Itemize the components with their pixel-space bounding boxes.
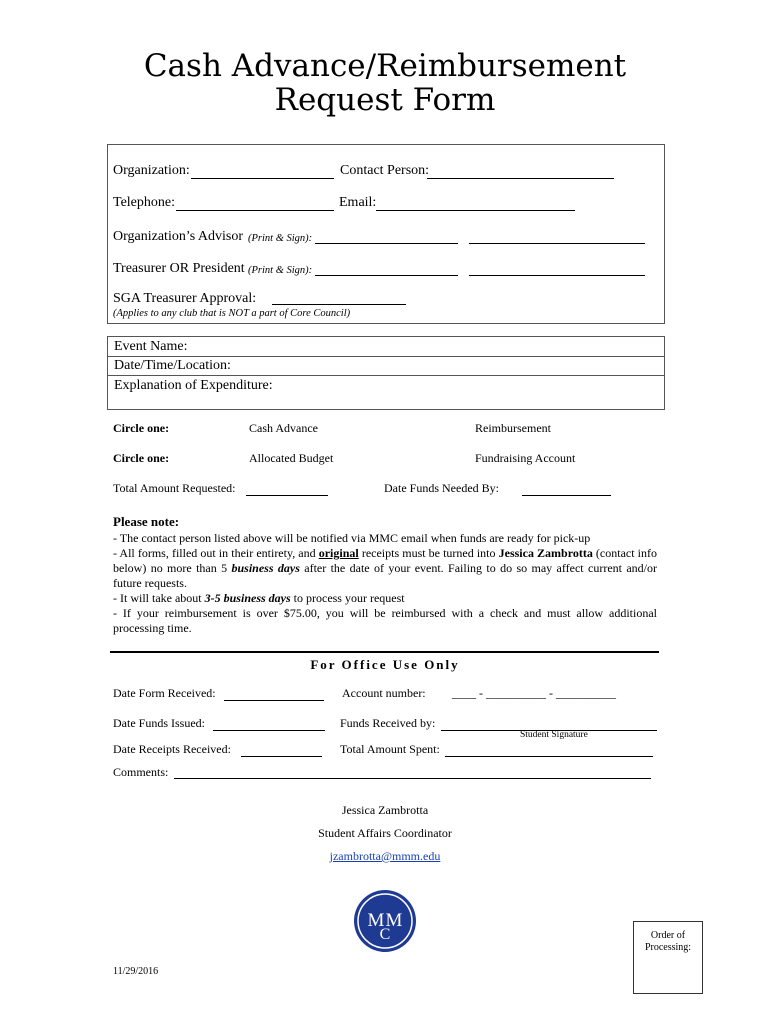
- event-name-row[interactable]: [108, 337, 664, 357]
- total-requested-field[interactable]: [246, 481, 328, 496]
- event-info-box: [107, 336, 665, 410]
- account-number-label: Account number:: [342, 686, 426, 700]
- note-original: original: [318, 546, 359, 560]
- mmc-logo: [353, 889, 417, 953]
- organization-field[interactable]: [191, 164, 334, 179]
- date-needed-field[interactable]: [522, 481, 611, 496]
- date-form-received-field[interactable]: [224, 686, 324, 701]
- total-requested-label: Total Amount Requested:: [113, 481, 236, 495]
- office-use-title: For Office Use Only: [310, 657, 460, 672]
- date-location-row[interactable]: [108, 357, 664, 376]
- contact-email-link[interactable]: jzambrotta@mmm.edu: [329, 849, 441, 863]
- note-text: to process your request: [290, 591, 405, 605]
- explanation-label: Explanation of Expenditure:: [114, 378, 273, 393]
- organization-label: Organization:: [113, 163, 190, 178]
- logo-letter-m2: M: [385, 910, 403, 931]
- circle-one-label-2: Circle one:: [113, 451, 170, 465]
- date-location-label: Date/Time/Location:: [114, 358, 231, 373]
- contact-role: Student Affairs Coordinator: [318, 826, 452, 840]
- contact-name: Jessica Zambrotta: [341, 803, 429, 817]
- please-note-heading: Please note:: [113, 514, 180, 529]
- sga-note: (Applies to any club that is NOT a part of Core Council): [113, 308, 351, 319]
- note-text: after the date of your event. Failing to do so may affect current and/or future requests.: [113, 561, 658, 590]
- note-text: receipts must be turned into: [358, 546, 499, 560]
- comments-field[interactable]: [174, 764, 651, 779]
- treasurer-sign-field[interactable]: [469, 261, 645, 276]
- contact-person-label: Contact Person:: [340, 163, 430, 178]
- note-line-3: [113, 591, 657, 606]
- note-business-days: business days: [231, 561, 300, 575]
- sga-approval-label: SGA Treasurer Approval:: [113, 291, 257, 306]
- form-title-line2: Request Form: [274, 82, 496, 118]
- funds-received-label: Funds Received by:: [340, 716, 436, 730]
- treasurer-note: (Print & Sign):: [248, 265, 313, 276]
- event-name-label: Event Name:: [114, 339, 188, 354]
- order-of-processing-box[interactable]: [633, 921, 703, 994]
- student-signature-caption: Student Signature: [520, 730, 588, 740]
- comments-label: Comments:: [113, 765, 169, 779]
- note-line-1: - The contact person listed above will be notified via MMC email when funds are ready for pick-up: [113, 531, 591, 545]
- notes-section: [113, 531, 657, 636]
- advisor-sign-field[interactable]: [469, 229, 645, 244]
- note-processing-days: 3-5 business days: [204, 591, 291, 605]
- email-label: Email:: [339, 195, 377, 210]
- date-funds-issued-label: Date Funds Issued:: [113, 716, 205, 730]
- date-form-received-label: Date Form Received:: [113, 686, 216, 700]
- allocated-budget-option[interactable]: Allocated Budget: [249, 451, 334, 465]
- contact-person-field[interactable]: [427, 164, 614, 179]
- advisor-print-field[interactable]: [315, 229, 458, 244]
- office-divider: [110, 651, 659, 653]
- email-field[interactable]: [376, 196, 575, 211]
- treasurer-print-field[interactable]: [315, 261, 458, 276]
- total-spent-field[interactable]: [445, 742, 653, 757]
- logo-letter-c: C: [379, 926, 391, 943]
- note-line-2: [113, 546, 657, 591]
- advisor-label: Organization’s Advisor: [113, 229, 244, 244]
- explanation-row[interactable]: [108, 376, 664, 409]
- note-text: - All forms, filled out in their entirety, and: [113, 546, 319, 560]
- date-receipts-label: Date Receipts Received:: [113, 742, 231, 756]
- advisor-note: (Print & Sign):: [248, 233, 313, 244]
- total-spent-label: Total Amount Spent:: [340, 742, 440, 756]
- reimbursement-option[interactable]: Reimbursement: [475, 421, 551, 435]
- telephone-field[interactable]: [176, 196, 334, 211]
- form-title-line1: Cash Advance/Reimbursement: [143, 48, 627, 84]
- fundraising-account-option[interactable]: Fundraising Account: [475, 451, 576, 465]
- date-needed-label: Date Funds Needed By:: [384, 481, 499, 495]
- telephone-label: Telephone:: [113, 195, 175, 210]
- account-number-field[interactable]: ____ - __________ - __________: [452, 686, 616, 700]
- footer-date: 11/29/2016: [113, 966, 159, 977]
- treasurer-label: Treasurer OR President: [113, 261, 245, 276]
- sga-approval-field[interactable]: [272, 290, 406, 305]
- date-funds-issued-field[interactable]: [213, 716, 325, 731]
- circle-one-label-1: Circle one:: [113, 421, 170, 435]
- note-text: - It will take about: [113, 591, 205, 605]
- order-of-processing-label: Order of Processing:: [644, 930, 692, 953]
- mmc-logo-mark: [353, 889, 417, 953]
- contact-email-wrap: [0, 849, 770, 864]
- note-line-4: - If your reimbursement is over $75.00, you will be reimbursed with a check and must allow additional processing time.: [113, 606, 657, 635]
- note-contact-name: Jessica Zambrotta: [498, 546, 593, 560]
- note-text: (contact info below) no more than 5: [113, 546, 657, 575]
- date-receipts-field[interactable]: [241, 742, 322, 757]
- logo-letter-m1: M: [367, 910, 385, 931]
- cash-advance-option[interactable]: Cash Advance: [249, 421, 318, 435]
- funds-received-field[interactable]: [441, 716, 657, 731]
